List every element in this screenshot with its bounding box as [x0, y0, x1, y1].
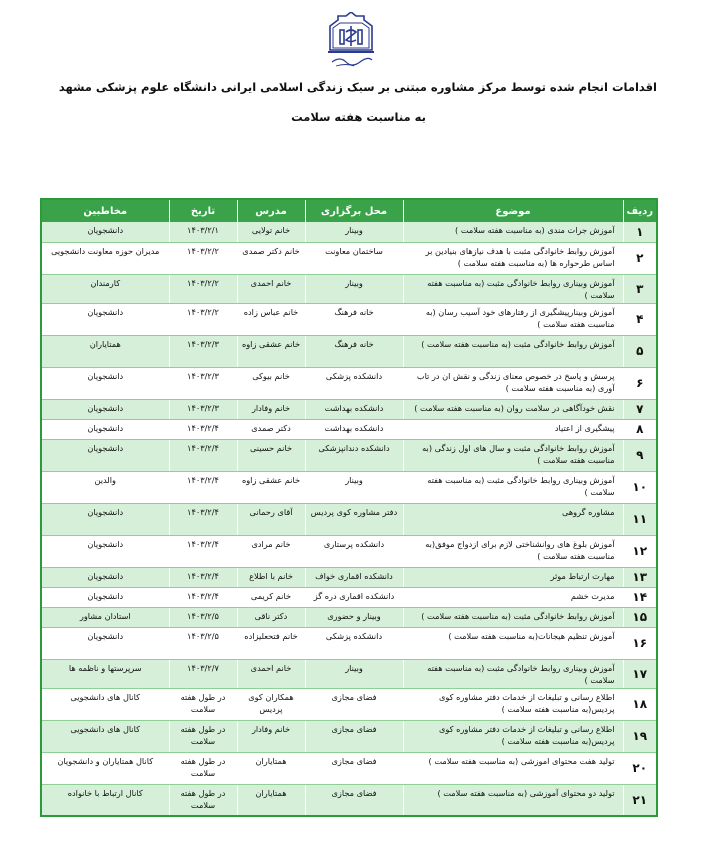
date-cell: ۱۴۰۳/۲/۲: [169, 274, 237, 303]
table-row: [41, 471, 657, 503]
place-cell: خانه فرهنگ: [305, 303, 403, 335]
date-cell: ۱۴۰۳/۲/۵: [169, 627, 237, 659]
teacher-cell: خانم وفادار: [237, 399, 305, 419]
table-row: [41, 335, 657, 367]
teacher-cell: خانم تولایی: [237, 222, 305, 242]
audience-cell: استادان مشاور: [41, 607, 169, 627]
place-cell: ساختمان معاونت: [305, 242, 403, 274]
audience-cell: دانشجویان: [41, 222, 169, 242]
date-cell: ۱۴۰۳/۲/۲: [169, 303, 237, 335]
place-cell: فضای مجازی: [305, 720, 403, 752]
document-title: اقدامات انجام شده توسط مرکز مشاوره مبتنی بر سبک زندگی اسلامی ایرانی دانشگاه علوم پزشکی مشهد: [58, 80, 657, 94]
row-number: ۱۳: [623, 567, 657, 587]
topic-cell: آموزش وبیناری روابط خانوادگی مثبت (به مناسبت هفته سلامت ): [403, 659, 623, 688]
topic-cell: نقش خودآگاهی در سلامت روان (به مناسبت هفته سلامت ): [403, 399, 623, 419]
audience-cell: همتایاران: [41, 335, 169, 367]
audience-cell: دانشجویان: [41, 419, 169, 439]
row-number: ۱۰: [623, 471, 657, 503]
table-row: [41, 503, 657, 535]
row-number: ۵: [623, 335, 657, 367]
topic-cell: آموزش روابط خانوادگی مثبت و سال های اول زندگی (به مناسبت هفته سلامت ): [403, 439, 623, 471]
audience-cell: سرپرستها و ناظمه ها: [41, 659, 169, 688]
place-cell: دانشکده پزشکی: [305, 627, 403, 659]
teacher-cell: همکاران کوی پردیس: [237, 688, 305, 720]
date-cell: در طول هفته سلامت: [169, 688, 237, 720]
date-cell: ۱۴۰۳/۲/۳: [169, 367, 237, 399]
topic-cell: آموزش روابط خانوادگی مثبت با هدف نیازهای بنیادین بر اساس طرحواره ها (به مناسبت هفته سلامت ): [403, 242, 623, 274]
row-number: ۲۰: [623, 752, 657, 784]
audience-cell: دانشجویان: [41, 367, 169, 399]
audience-cell: دانشجویان: [41, 567, 169, 587]
table-row: [41, 688, 657, 720]
table-row: [41, 242, 657, 274]
date-cell: ۱۴۰۳/۲/۳: [169, 335, 237, 367]
audience-cell: دانشجویان: [41, 587, 169, 607]
teacher-cell: دکتر ناقی: [237, 607, 305, 627]
date-cell: در طول هفته سلامت: [169, 752, 237, 784]
topic-cell: آموزش روابط خانوادگی مثبت (به مناسبت هفته سلامت ): [403, 335, 623, 367]
date-cell: ۱۴۰۳/۲/۵: [169, 607, 237, 627]
topic-cell: آموزش وبیناری روابط خانوادگی مثبت (به مناسبت هفته سلامت ): [403, 274, 623, 303]
row-number: ۲۱: [623, 784, 657, 816]
activities-table-container: [40, 198, 656, 817]
place-cell: دفتر مشاوره کوی پردیس: [305, 503, 403, 535]
topic-cell: آموزش وبیناری روابط خانوادگی مثبت (به مناسبت هفته سلامت ): [403, 471, 623, 503]
teacher-cell: آقای رحمانی: [237, 503, 305, 535]
topic-cell: اطلاع رسانی و تبلیغات از خدمات دفتر مشاوره کوی پردیس(به مناسبت هفته سلامت ): [403, 688, 623, 720]
place-cell: وبینار: [305, 274, 403, 303]
date-cell: ۱۴۰۳/۲/۴: [169, 439, 237, 471]
place-cell: دانشکده بهداشت: [305, 419, 403, 439]
date-cell: ۱۴۰۳/۲/۴: [169, 471, 237, 503]
table-row: [41, 720, 657, 752]
document-subtitle: به مناسبت هفته سلامت: [291, 110, 426, 124]
date-cell: ۱۴۰۳/۲/۷: [169, 659, 237, 688]
teacher-cell: دکتر صمدی: [237, 419, 305, 439]
place-cell: وبینار: [305, 659, 403, 688]
date-cell: ۱۴۰۳/۲/۳: [169, 399, 237, 419]
audience-cell: کانال همتایاران و دانشجویان: [41, 752, 169, 784]
audience-cell: دانشجویان: [41, 627, 169, 659]
table-row: [41, 607, 657, 627]
teacher-cell: خانم احمدی: [237, 659, 305, 688]
place-cell: وبینار و حضوری: [305, 607, 403, 627]
table-row: [41, 303, 657, 335]
audience-cell: کارمندان: [41, 274, 169, 303]
place-cell: خانه فرهنگ: [305, 335, 403, 367]
topic-cell: مهارت ارتباط موثر: [403, 567, 623, 587]
teacher-cell: خانم عباس زاده: [237, 303, 305, 335]
teacher-cell: همتایاران: [237, 784, 305, 816]
teacher-cell: خانم کریمی: [237, 587, 305, 607]
place-cell: فضای مجازی: [305, 752, 403, 784]
topic-cell: آموزش جرات مندی (به مناسبت هفته سلامت ): [403, 222, 623, 242]
topic-cell: مدیرت خشم: [403, 587, 623, 607]
date-cell: ۱۴۰۳/۲/۴: [169, 535, 237, 567]
date-cell: در طول هفته سلامت: [169, 784, 237, 816]
audience-cell: دانشجویان: [41, 303, 169, 335]
topic-cell: مشاوره گروهی: [403, 503, 623, 535]
topic-cell: اطلاع رسانی و تبلیغات از خدمات دفتر مشاوره کوی پردیس(به مناسبت هفته سلامت ): [403, 720, 623, 752]
row-number: ۹: [623, 439, 657, 471]
audience-cell: دانشجویان: [41, 399, 169, 419]
topic-cell: آموزش وبینارپیشگیری از رفتارهای خود آسیب رسان (به مناسبت هفته سلامت ): [403, 303, 623, 335]
teacher-cell: خانم احمدی: [237, 274, 305, 303]
university-seal-icon: [324, 12, 378, 70]
table-row: [41, 274, 657, 303]
row-number: ۴: [623, 303, 657, 335]
place-cell: وبینار: [305, 222, 403, 242]
teacher-cell: خانم عشقی زاوه: [237, 335, 305, 367]
teacher-cell: خانم وفادار: [237, 720, 305, 752]
row-number: ۱: [623, 222, 657, 242]
audience-cell: کانال های دانشجویی: [41, 688, 169, 720]
row-number: ۷: [623, 399, 657, 419]
place-cell: دانشکده بهداشت: [305, 399, 403, 419]
table-row: [41, 587, 657, 607]
column-header-topic: موضوع: [403, 199, 623, 222]
table-row: [41, 439, 657, 471]
table-body: [41, 222, 657, 816]
audience-cell: دانشجویان: [41, 503, 169, 535]
teacher-cell: خانم عشقی زاوه: [237, 471, 305, 503]
date-cell: ۱۴۰۳/۲/۱: [169, 222, 237, 242]
table-row: [41, 752, 657, 784]
teacher-cell: خانم فتحعلیزاده: [237, 627, 305, 659]
row-number: ۳: [623, 274, 657, 303]
table-row: [41, 222, 657, 242]
row-number: ۱۵: [623, 607, 657, 627]
audience-cell: دانشجویان: [41, 535, 169, 567]
row-number: ۶: [623, 367, 657, 399]
row-number: ۱۱: [623, 503, 657, 535]
teacher-cell: خانم با اطلاع: [237, 567, 305, 587]
table-row: [41, 399, 657, 419]
table-row: [41, 627, 657, 659]
column-header-place: محل برگزاری: [305, 199, 403, 222]
column-header-teacher: مدرس: [237, 199, 305, 222]
teacher-cell: خانم مرادی: [237, 535, 305, 567]
audience-cell: کانال ارتباط با خانواده: [41, 784, 169, 816]
activities-table: [40, 198, 658, 817]
place-cell: فضای مجازی: [305, 784, 403, 816]
column-header-number: ردیف: [623, 199, 657, 222]
row-number: ۱۲: [623, 535, 657, 567]
teacher-cell: خانم دکتر صمدی: [237, 242, 305, 274]
topic-cell: آموزش بلوغ های روانشناختی لازم برای ازدواج موفق(به مناسبت هفته سلامت ): [403, 535, 623, 567]
row-number: ۱۴: [623, 587, 657, 607]
row-number: ۸: [623, 419, 657, 439]
topic-cell: آموزش تنظیم هیجانات(به مناسبت هفته سلامت ): [403, 627, 623, 659]
audience-cell: دانشجویان: [41, 439, 169, 471]
table-row: [41, 659, 657, 688]
place-cell: دانشکده اقماری دره گز: [305, 587, 403, 607]
date-cell: ۱۴۰۳/۲/۴: [169, 587, 237, 607]
teacher-cell: همتایاران: [237, 752, 305, 784]
table-row: [41, 535, 657, 567]
date-cell: ۱۴۰۳/۲/۴: [169, 419, 237, 439]
column-header-audience: مخاطبین: [41, 199, 169, 222]
row-number: ۱۷: [623, 659, 657, 688]
date-cell: در طول هفته سلامت: [169, 720, 237, 752]
table-row: [41, 419, 657, 439]
date-cell: ۱۴۰۳/۲/۴: [169, 503, 237, 535]
row-number: ۱۶: [623, 627, 657, 659]
topic-cell: پرسش و پاسخ در خصوص معنای زندگی و نقش ان در تاب آوری (به مناسبت هفته سلامت ): [403, 367, 623, 399]
row-number: ۱۸: [623, 688, 657, 720]
table-header-row: [41, 199, 657, 222]
teacher-cell: خانم حسینی: [237, 439, 305, 471]
teacher-cell: خانم بیوکی: [237, 367, 305, 399]
place-cell: دانشکده پزشکی: [305, 367, 403, 399]
topic-cell: آموزش روابط خانوادگی مثبت (به مناسبت هفته سلامت ): [403, 607, 623, 627]
table-row: [41, 567, 657, 587]
audience-cell: مدیران حوزه معاونت دانشجویی: [41, 242, 169, 274]
row-number: ۱۹: [623, 720, 657, 752]
topic-cell: تولید دو محتوای آموزشی (به مناسبت هفته سلامت ): [403, 784, 623, 816]
topic-cell: پیشگیری از اعتیاد: [403, 419, 623, 439]
date-cell: ۱۴۰۳/۲/۲: [169, 242, 237, 274]
topic-cell: تولید هفت محتوای اموزشی (به مناسبت هفته سلامت ): [403, 752, 623, 784]
table-row: [41, 367, 657, 399]
place-cell: دانشکده اقماری خواف: [305, 567, 403, 587]
column-header-date: تاریخ: [169, 199, 237, 222]
place-cell: فضای مجازی: [305, 688, 403, 720]
audience-cell: کانال های دانشجویی: [41, 720, 169, 752]
date-cell: ۱۴۰۳/۲/۴: [169, 567, 237, 587]
audience-cell: والدین: [41, 471, 169, 503]
place-cell: وبینار: [305, 471, 403, 503]
row-number: ۲: [623, 242, 657, 274]
table-row: [41, 784, 657, 816]
place-cell: دانشکده دندانپزشکی: [305, 439, 403, 471]
place-cell: دانشکده پرستاری: [305, 535, 403, 567]
